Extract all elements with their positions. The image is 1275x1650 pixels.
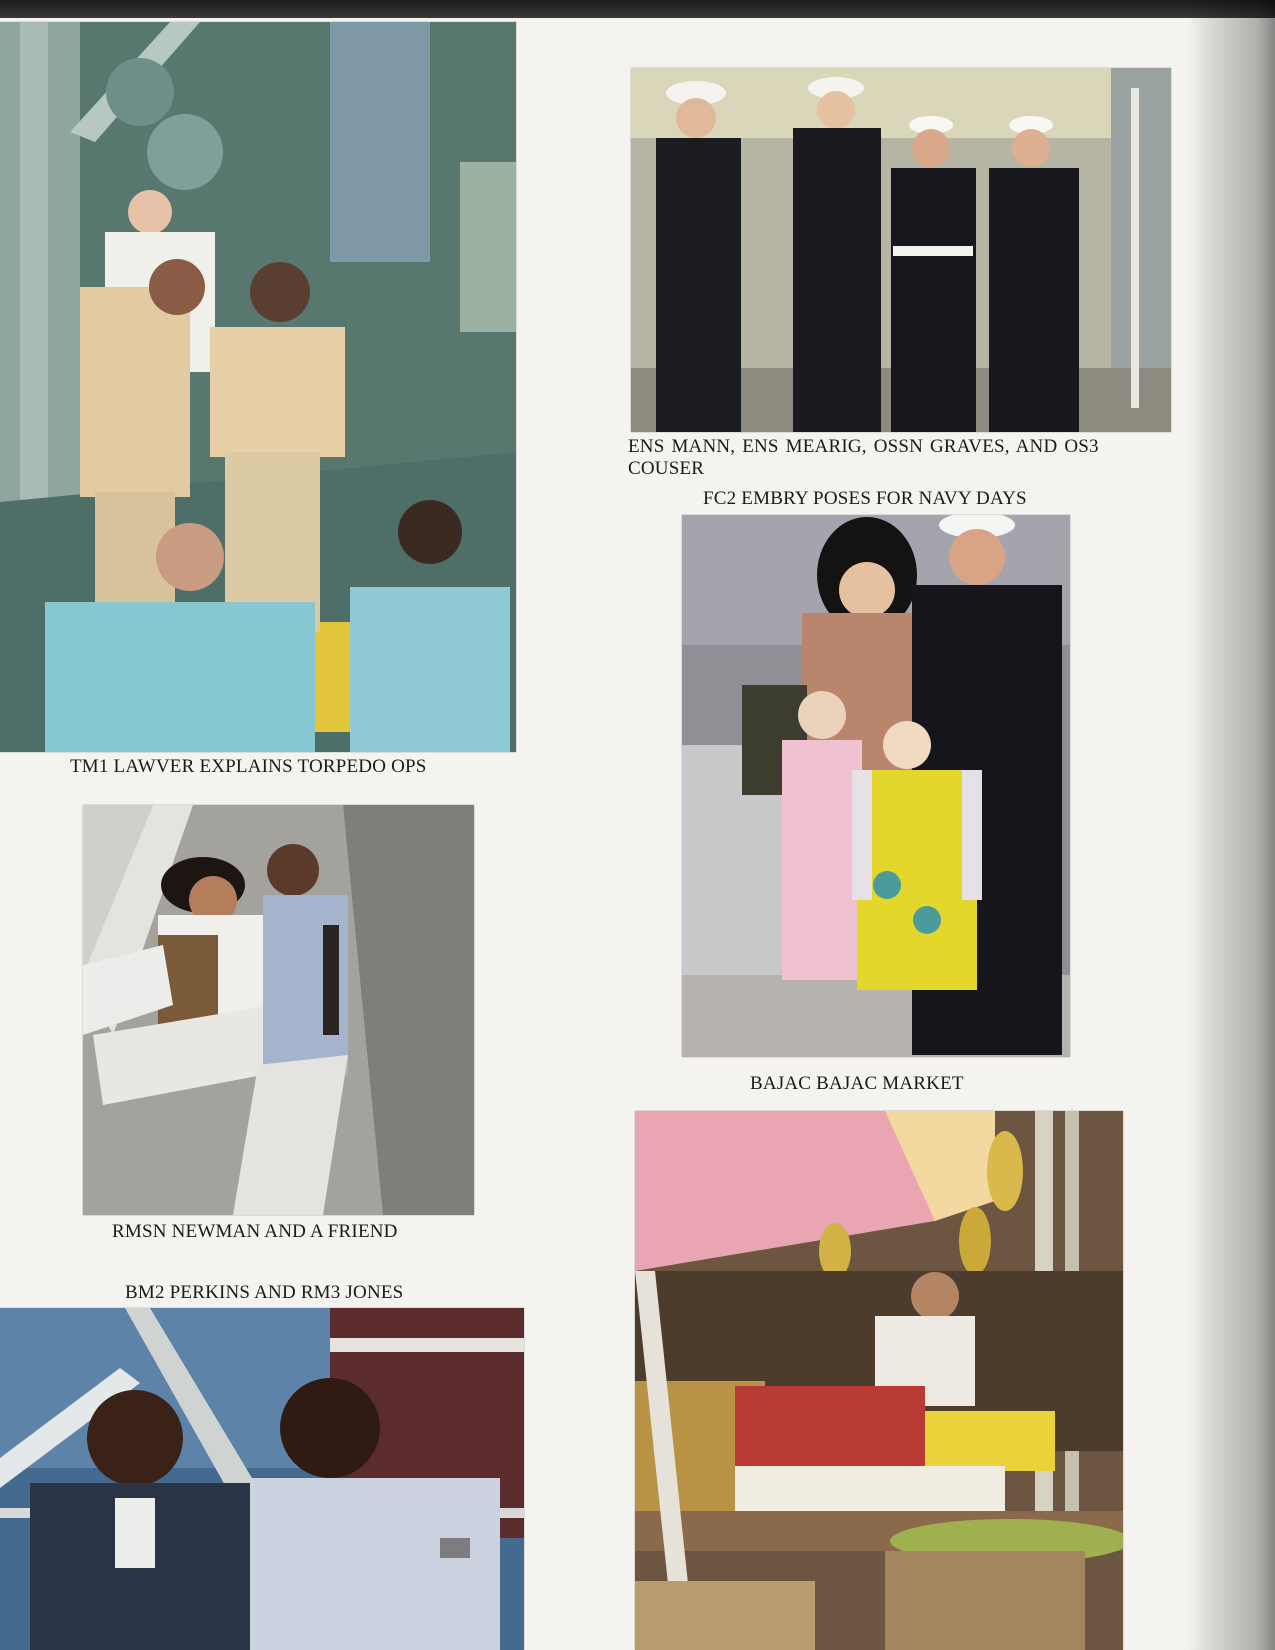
photo-perkins-jones bbox=[0, 1308, 524, 1650]
caption-torpedo-ops: TM1 LAWVER EXPLAINS TORPEDO OPS bbox=[70, 756, 427, 777]
photo-newman-friend bbox=[83, 805, 474, 1215]
page-top-edge bbox=[0, 0, 1275, 18]
caption-officers-line-1: ENS MANN, ENS MEARIG, OSSN GRAVES, AND OS3 bbox=[628, 436, 1099, 457]
photo-torpedo-ops bbox=[0, 22, 516, 752]
photo-bajac-market bbox=[635, 1111, 1123, 1650]
caption-market: BAJAC BAJAC MARKET bbox=[750, 1073, 964, 1094]
caption-newman: RMSN NEWMAN AND A FRIEND bbox=[112, 1221, 398, 1242]
photo-navy-days-family bbox=[682, 515, 1070, 1057]
caption-officers-line-2: COUSER bbox=[628, 458, 705, 479]
book-binding-shadow bbox=[1187, 0, 1275, 1650]
caption-perkins-jones: BM2 PERKINS AND RM3 JONES bbox=[125, 1282, 404, 1303]
photo-officers-group bbox=[631, 68, 1171, 432]
caption-navy-days: FC2 EMBRY POSES FOR NAVY DAYS bbox=[703, 488, 1027, 509]
